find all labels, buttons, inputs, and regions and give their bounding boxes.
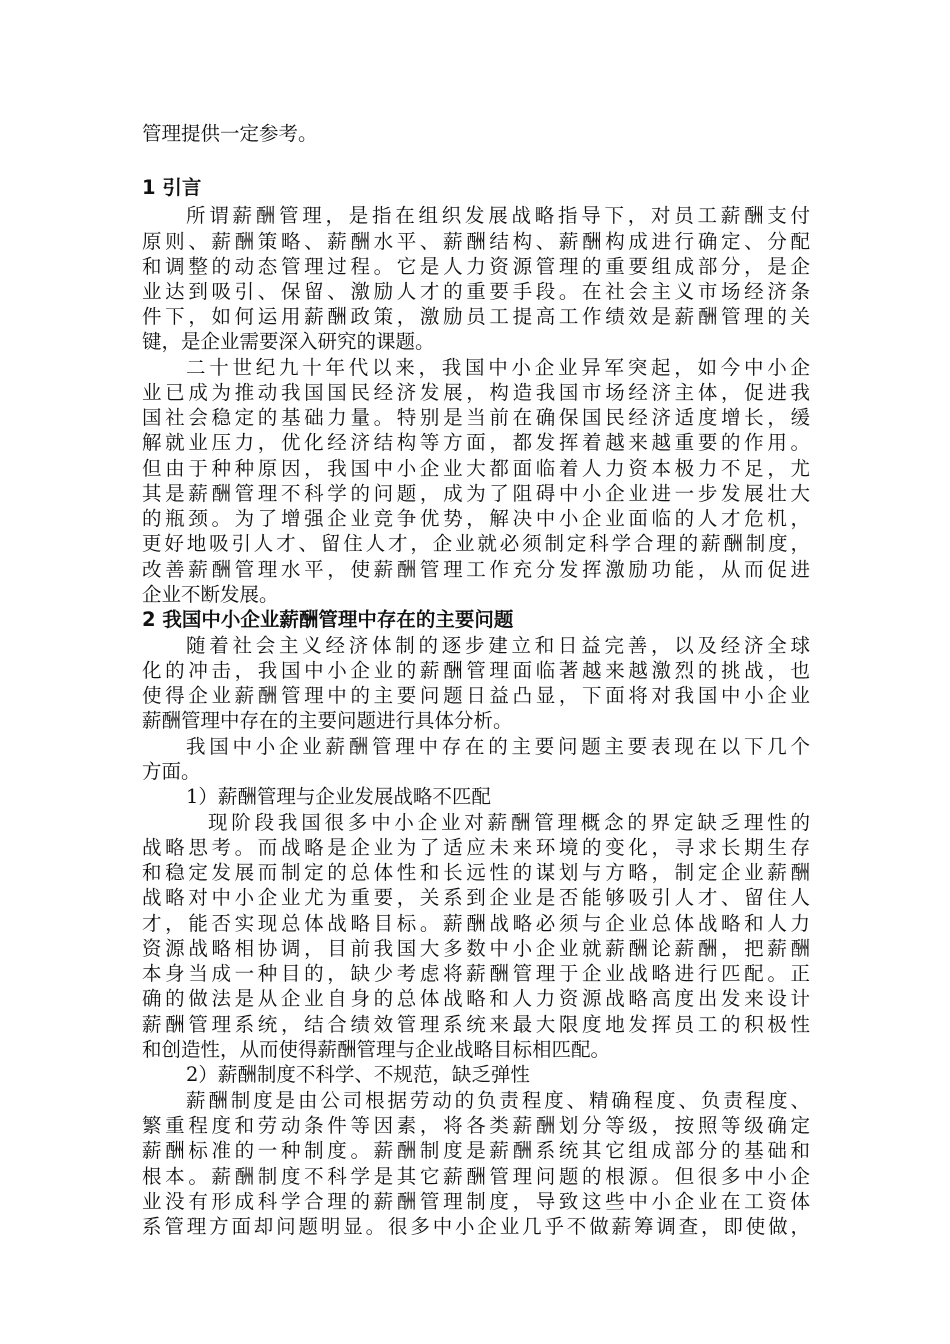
text-line: 2）薪酬制度不科学、不规范，缺乏弹性: [186, 1063, 530, 1086]
text-line: 更好地吸引人才、留住人才，企业就必须制定科学合理的薪酬制度，: [142, 532, 810, 555]
text-line: 其是薪酬管理不科学的问题，成为了阻碍中小企业进一步发展壮大: [142, 482, 810, 505]
text-line: 本身当成一种目的，缺少考虑将薪酬管理于企业战略进行匹配。正: [142, 962, 810, 985]
text-line: 解就业压力，优化经济结构等方面，都发挥着越来越重要的作用。: [142, 431, 810, 454]
text-line: 和稳定发展而制定的总体性和长远性的谋划与方略，制定企业薪酬: [142, 861, 810, 884]
text-line: 薪酬制度是由公司根据劳动的负责程度、精确程度、负责程度、: [186, 1089, 810, 1112]
text-line: 原则、薪酬策略、薪酬水平、薪酬结构、薪酬构成进行确定、分配: [142, 230, 810, 253]
text-line: 资源战略相协调，目前我国大多数中小企业就薪酬论薪酬，把薪酬: [142, 937, 810, 960]
section-heading: 2 我国中小企业薪酬管理中存在的主要问题: [142, 608, 514, 631]
text-line: 随着社会主义经济体制的逐步建立和日益完善，以及经济全球: [186, 634, 810, 657]
text-line: 和创造性，从而使得薪酬管理与企业战略目标相匹配。: [142, 1038, 611, 1061]
text-line: 系管理方面却问题明显。很多中小企业几乎不做薪筹调查，即使做，: [142, 1215, 810, 1238]
text-line: 所谓薪酬管理，是指在组织发展战略指导下，对员工薪酬支付: [186, 204, 810, 227]
text-line: 使得企业薪酬管理中的主要问题日益凸显，下面将对我国中小企业: [142, 684, 810, 707]
text-line: 和调整的动态管理过程。它是人力资源管理的重要组成部分，是企: [142, 255, 810, 278]
text-line: 但由于种种原因，我国中小企业大都面临着人力资本极力不足，尤: [142, 457, 810, 480]
text-line: 薪酬管理中存在的主要问题进行具体分析。: [142, 709, 513, 732]
text-line: 战略对中小企业尤为重要，关系到企业是否能够吸引人才、留住人: [142, 886, 810, 909]
text-line: 才，能否实现总体战略目标。薪酬战略必须与企业总体战略和人力: [142, 912, 810, 935]
text-line: 化的冲击，我国中小企业的薪酬管理面临著越来越激烈的挑战，也: [142, 659, 810, 682]
text-line: 业没有形成科学合理的薪酬管理制度，导致这些中小企业在工资体: [142, 1190, 810, 1213]
text-line: 改善薪酬管理水平，使薪酬管理工作充分发挥激励功能，从而促进: [142, 558, 810, 581]
text-line: 薪酬标准的一种制度。薪酬制度是薪酬系统其它组成部分的基础和: [142, 1139, 810, 1162]
text-line: 现阶段我国很多中小企业对薪酬管理概念的界定缺乏理性的: [208, 811, 810, 834]
text-line: 1）薪酬管理与企业发展战略不匹配: [186, 785, 491, 808]
text-line: 企业不断发展。: [142, 583, 279, 606]
text-line: 国社会稳定的基础力量。特别是当前在确保国民经济适度增长，缓: [142, 406, 810, 429]
text-line: 薪酬管理系统，结合绩效管理系统来最大限度地发挥员工的积极性: [142, 1013, 810, 1036]
text-line: 根本。薪酬制度不科学是其它薪酬管理问题的根源。但很多中小企: [142, 1165, 810, 1188]
text-line: 战略思考。而战略是企业为了适应未来环境的变化，寻求长期生存: [142, 836, 810, 859]
text-line: 管理提供一定参考。: [142, 122, 318, 145]
text-line: 确的做法是从企业自身的总体战略和人力资源战略高度出发来设计: [142, 987, 810, 1010]
text-line: 键，是企业需要深入研究的课题。: [142, 330, 435, 353]
text-line: 的瓶颈。为了增强企业竞争优势，解决中小企业面临的人才危机，: [142, 507, 810, 530]
text-line: 业已成为推动我国国民经济发展，构造我国市场经济主体，促进我: [142, 381, 810, 404]
text-line: 件下，如何运用薪酬政策，激励员工提高工作绩效是薪酬管理的关: [142, 305, 810, 328]
text-line: 业达到吸引、保留、激励人才的重要手段。在社会主义市场经济条: [142, 280, 810, 303]
text-line: 繁重程度和劳动条件等因素，将各类薪酬划分等级，按照等级确定: [142, 1114, 810, 1137]
text-line: 我国中小企业薪酬管理中存在的主要问题主要表现在以下几个: [186, 735, 810, 758]
section-heading: 1 引言: [142, 176, 202, 199]
text-line: 二十世纪九十年代以来，我国中小企业异军突起，如今中小企: [186, 356, 810, 379]
text-line: 方面。: [142, 760, 201, 783]
